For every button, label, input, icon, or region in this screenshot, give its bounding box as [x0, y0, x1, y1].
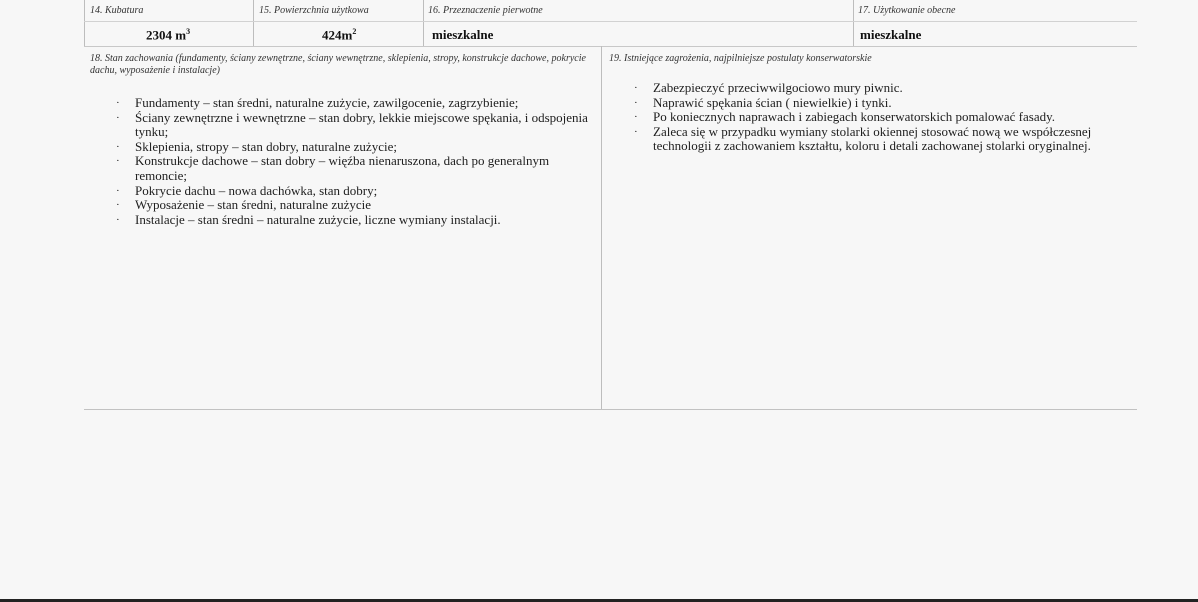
powierzchnia-unit-sup: 2: [352, 27, 357, 36]
bullet-icon: ·: [634, 96, 638, 109]
bullet-icon: ·: [634, 111, 638, 124]
przeznaczenie-label: 16. Przeznaczenie pierwotne: [428, 5, 543, 16]
list-item: [634, 96, 1134, 111]
list-item: [116, 198, 596, 213]
list-item-text: Instalacje – stan średni – naturalne zużycie, liczne wymiany instalacji.: [135, 211, 501, 227]
list-item: [116, 96, 596, 111]
zagrozenia-list: [634, 81, 1134, 154]
list-item-text: Ściany zewnętrzne i wewnętrzne – stan dobry, lekkie miejscowe spękania, i odspojenia tynku;: [135, 109, 588, 140]
zagrozenia-label: 19. Istniejące zagrożenia, najpilniejsze postulaty konserwatorskie: [609, 53, 872, 64]
list-item: [116, 154, 596, 183]
col-divider-1: [84, 0, 85, 46]
przeznaczenie-value: mieszkalne: [432, 27, 494, 42]
header-row-bottom-line: [84, 46, 1137, 47]
bullet-icon: ·: [634, 125, 638, 138]
label-underline: [84, 21, 1137, 22]
bullet-icon: ·: [116, 97, 120, 109]
list-item-text: Wyposażenie – stan średni, naturalne zużycie: [135, 197, 372, 213]
uzytkowanie-value: mieszkalne: [860, 27, 922, 42]
list-item: [116, 111, 596, 140]
bullet-icon: ·: [116, 184, 120, 197]
list-item: [634, 110, 1134, 125]
list-item-text: Po koniecznych naprawach i zabiegach konserwatorskich pomalować fasady.: [653, 109, 1055, 125]
list-item: [116, 140, 596, 155]
list-item-text: Sklepienia, stropy – stan dobry, naturalne zużycie;: [135, 138, 397, 154]
col-divider-2: [253, 0, 254, 46]
bullet-icon: ·: [116, 213, 120, 226]
section-bottom-line: [84, 409, 1137, 410]
list-item: [116, 213, 596, 228]
col-divider-3: [423, 0, 424, 46]
list-item: [116, 184, 596, 199]
stan-zachowania-label: 18. Stan zachowania (fundamenty, ściany zewnętrzne, ściany wewnętrzne, sklepienia, stropy, konstrukcje dachowe, pokrycie dachu, wyposażenie i instalacje): [90, 53, 586, 76]
bullet-icon: ·: [116, 155, 120, 168]
kubatura-label: 14. Kubatura: [90, 5, 144, 16]
list-item: [634, 125, 1134, 154]
bullet-icon: ·: [116, 111, 120, 124]
bullet-icon: ·: [634, 82, 638, 94]
list-item-text: Konstrukcje dachowe – stan dobry – więźba nienaruszona, dach po generalnym remoncie;: [135, 153, 550, 183]
powierzchnia-value: [322, 27, 356, 43]
list-item: [634, 81, 1134, 96]
kubatura-unit-sup: 3: [186, 27, 191, 36]
uzytkowanie-label: 17. Użytkowanie obecne: [858, 5, 956, 16]
list-item-text: Fundamenty – stan średni, naturalne zużycie, zawilgocenie, zagrzybienie;: [135, 95, 519, 110]
list-item-text: Naprawić spękania ścian ( niewielkie) i tynki.: [653, 94, 892, 110]
powierzchnia-number: 424m: [322, 27, 353, 43]
bullet-icon: ·: [116, 140, 120, 153]
stan-zachowania-list: [116, 96, 596, 227]
list-item-text: Pokrycie dachu – nowa dachówka, stan dobry;: [135, 182, 378, 198]
powierzchnia-label: 15. Powierzchnia użytkowa: [259, 5, 369, 16]
section-divider: [601, 46, 602, 410]
list-item-text: Zabezpieczyć przeciwwilgociowo mury piwnic.: [653, 80, 903, 95]
col-divider-4: [853, 0, 854, 46]
kubatura-value: [146, 27, 190, 43]
bullet-icon: ·: [116, 199, 120, 212]
list-item-text: Zaleca się w przypadku wymiany stolarki okiennej stosować nową we współczesnej technologii z zachowaniem kształtu, koloru i detali zachowanej stolarki oryginalnej.: [653, 123, 1092, 154]
kubatura-number: 2304 m: [146, 27, 187, 43]
